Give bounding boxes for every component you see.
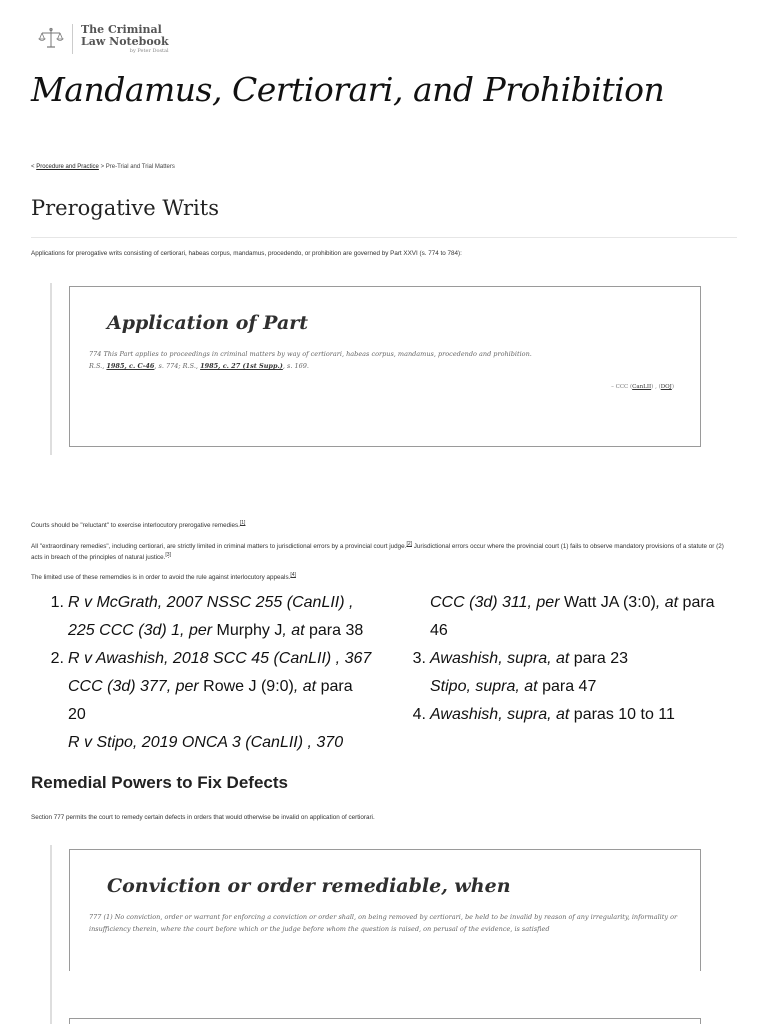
section-heading-prerogative-writs: Prerogative Writs <box>31 196 219 220</box>
citation-at: , at <box>547 650 574 667</box>
footnotes-column-left <box>44 589 406 757</box>
footnote-number: 2. <box>50 650 64 667</box>
logo-line-1: The Criminal <box>81 23 162 36</box>
pinpoint-link[interactable]: para <box>682 594 715 611</box>
heading-divider <box>31 237 737 238</box>
blockquote-bar <box>50 845 52 1024</box>
section-heading-remedial-powers: Remedial Powers to Fix Defects <box>31 773 288 792</box>
paragraph-text-b: Jurisdictional errors occur where the provincial court (1) fails to observe mandatory provisions of a statute or (2) acts in breach of the principles of natural justice. <box>31 543 724 561</box>
citation-link-rs-1985-c46[interactable]: 1985, c. C-46 <box>106 362 155 371</box>
citation-at: , at <box>282 622 309 639</box>
footnote-ref-2[interactable]: [2] <box>406 541 412 547</box>
footnote-number: 3. <box>412 650 426 667</box>
statute-text: 777 (1) No conviction, order or warrant for enforcing a conviction or order shall, on being removed by certiorari, be held to be invalid by reason of any irregularity, informality or insufficiency therein, where the court before which or the judge before whom the question is raised, on perusal of the evidence, is satisfied <box>89 913 678 934</box>
pinpoint-link-cont[interactable]: 46 <box>430 622 448 639</box>
case-citation-stipo[interactable]: R v Stipo, 2019 ONCA 3 (CanLII) , 370 <box>68 734 344 751</box>
paragraph-text: Courts should be "reluctant" to exercise interlocutory prerogative remedies. <box>31 522 240 530</box>
statute-text <box>89 348 684 372</box>
footnote-ref-4[interactable]: [4] <box>290 572 296 578</box>
statute-body: 774 This Part applies to proceedings in criminal matters by way of certiorari, habeas corpus, mandamus, procedendo and prohibition. <box>89 350 532 358</box>
footnote-item-2 <box>44 645 406 757</box>
citation-at: , at <box>547 706 574 723</box>
judge-name: Murphy J <box>216 622 283 639</box>
citation-text: CCC (3d) 377, per <box>68 678 204 695</box>
footnote-item-4 <box>406 701 734 729</box>
breadcrumb-separator: > <box>100 164 105 170</box>
site-logo[interactable] <box>38 24 169 54</box>
footnote-ref-1[interactable]: [1] <box>239 520 246 526</box>
statute-source-refs <box>611 384 674 390</box>
judge-name: Rowe J (9:0) <box>203 678 294 695</box>
statute-heading: Conviction or order remediable, when <box>107 875 511 897</box>
next-statute-box-edge <box>69 1018 701 1024</box>
canlii-link[interactable]: CanLII <box>632 384 652 390</box>
pinpoint-link[interactable]: para 38 <box>309 622 364 639</box>
paragraph-extraordinary-remedies <box>31 541 737 562</box>
logo-wordmark <box>81 24 169 54</box>
prerogative-writs-intro: Applications for prerogative writs consisting of certiorari, habeas corpus, mandamus, procedendo, or prohibition are governed by Part XXVI (s. 774 to 784): <box>31 250 462 257</box>
footnote-ref-3[interactable]: [3] <box>165 551 171 558</box>
breadcrumb-link-procedure[interactable]: Procedure and Practice <box>36 164 99 170</box>
citation-at: , at <box>293 678 321 695</box>
case-citation-awashish[interactable]: R v Awashish, 2018 SCC 45 (CanLII) , 367 <box>68 650 372 667</box>
pinpoint-link[interactable]: para 47 <box>542 678 597 695</box>
logo-divider <box>72 24 73 54</box>
ref-prefix: – CCC ( <box>611 384 633 390</box>
case-citation-mcgrath[interactable]: R v McGrath, 2007 NSSC 255 (CanLII) , <box>68 594 354 611</box>
citation-link-rs-1985-c27[interactable]: 1985, c. 27 (1st Supp.) <box>200 362 283 371</box>
footnote-number: 1. <box>50 594 64 611</box>
breadcrumb-lead: < <box>31 164 35 170</box>
footnotes-column-right <box>406 589 734 757</box>
citation-prefix: R.S., <box>89 362 107 371</box>
pinpoint-link[interactable]: paras 10 to 11 <box>573 706 675 723</box>
breadcrumb-current: Pre-Trial and Trial Matters <box>105 164 175 170</box>
remedial-powers-intro: Section 777 permits the court to remedy certain defects in orders that would otherwise be invalid on application of certiorari. <box>31 814 375 821</box>
logo-line-2: Law Notebook <box>81 35 169 48</box>
footnote-item-3 <box>406 645 734 701</box>
statute-citation <box>89 360 684 372</box>
footnote-item-2-continued <box>406 589 734 645</box>
judge-name: Watt JA (3:0) <box>563 594 656 611</box>
citation-at: , at <box>655 594 683 611</box>
ref-middle: ) , ( <box>651 384 661 390</box>
breadcrumb <box>31 164 175 170</box>
citation-at: , at <box>515 678 543 695</box>
footnote-item-1 <box>44 589 406 645</box>
case-short-awashish: Awashish, supra <box>430 706 548 723</box>
logo-author: by Peter Dostal <box>129 48 169 54</box>
paragraph-reluctant <box>31 520 245 531</box>
citation-suffix: , s. 169. <box>282 362 309 371</box>
paragraph-limited-use <box>31 572 296 583</box>
ref-suffix: ) <box>671 384 674 390</box>
footnote-number: 4. <box>412 706 426 723</box>
case-short-stipo: Stipo, supra <box>430 678 516 695</box>
blockquote-bar <box>50 283 52 455</box>
pinpoint-link-cont[interactable]: 20 <box>68 706 86 723</box>
statute-box-s777 <box>69 849 701 971</box>
paragraph-text: The limited use of these rememdies is in order to avoid the rule against interlocutory appeals. <box>31 574 291 582</box>
paragraph-text-a: All "extraordinary remedies", including certiorari, are strictly limited in criminal matters to jurisdictional errors by a provincial court judge. <box>31 543 407 551</box>
scales-of-justice-icon <box>38 26 64 52</box>
citation-text: 225 CCC (3d) 1, per <box>68 622 217 639</box>
footnotes-list <box>44 589 734 757</box>
citation-text: CCC (3d) 311, per <box>430 594 564 611</box>
page-title: Mandamus, Certiorari, and Prohibition <box>31 70 665 109</box>
pinpoint-link[interactable]: para <box>320 678 353 695</box>
citation-middle: , s. 774; R.S., <box>154 362 201 371</box>
statute-box-s774 <box>69 286 701 447</box>
case-short-awashish: Awashish, supra <box>430 650 548 667</box>
statute-heading: Application of Part <box>107 312 309 334</box>
pinpoint-link[interactable]: para 23 <box>573 650 629 667</box>
doj-link[interactable]: DOJ <box>660 384 672 390</box>
